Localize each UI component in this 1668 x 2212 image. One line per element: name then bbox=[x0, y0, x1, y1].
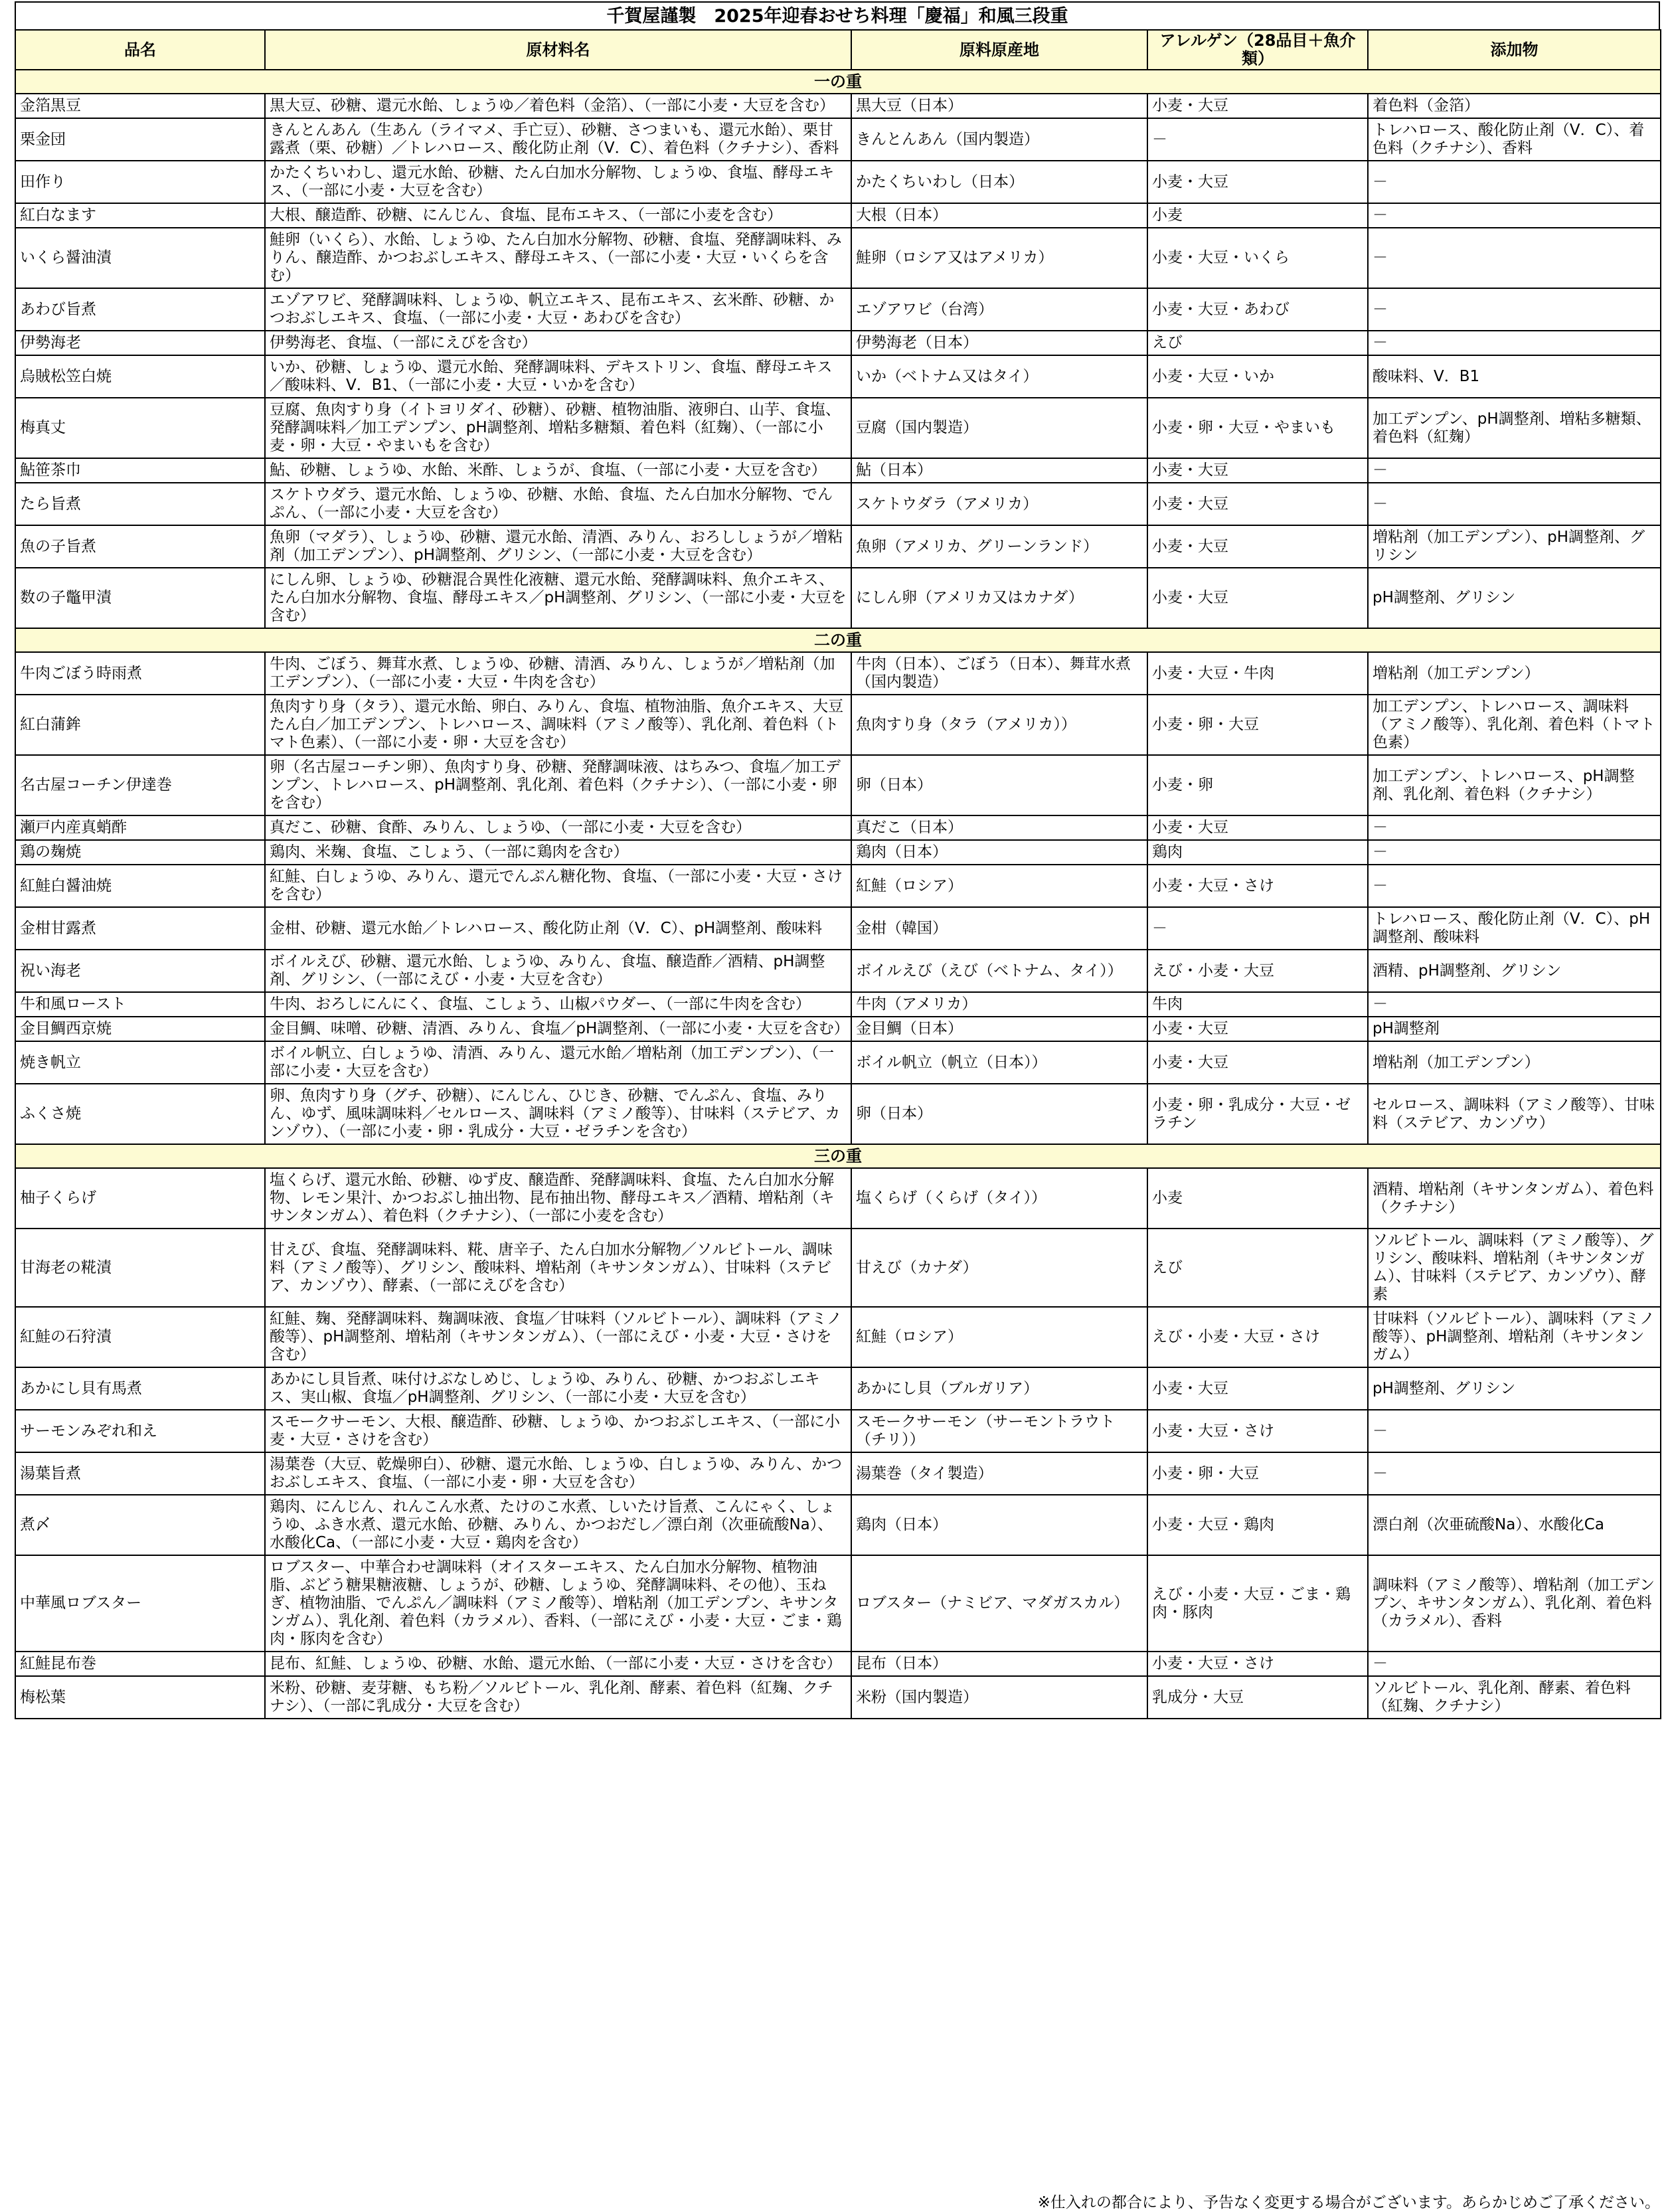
ingredients-cell: 金柑、砂糖、還元水飴／トレハロース、酸化防止剤（V．C）、pH調整剤、酸味料 bbox=[265, 907, 851, 950]
allergens-cell: 小麦・卵 bbox=[1147, 755, 1368, 815]
product-name-cell: あわび旨煮 bbox=[15, 288, 265, 331]
product-name-cell: 梅真丈 bbox=[15, 398, 265, 458]
table-row bbox=[15, 1652, 1661, 1676]
allergens-cell: 小麦・大豆 bbox=[1147, 161, 1368, 203]
table-row bbox=[15, 94, 1661, 118]
allergens-cell: 小麦・卵・大豆 bbox=[1147, 695, 1368, 755]
table-row bbox=[15, 1041, 1661, 1084]
ingredients-cell: 牛肉、おろしにんにく、食塩、こしょう、山椒パウダー、（一部に牛肉を含む） bbox=[265, 992, 851, 1017]
table-row bbox=[15, 1168, 1661, 1229]
table-row bbox=[15, 331, 1661, 355]
allergens-cell: 小麦・大豆・さけ bbox=[1147, 1410, 1368, 1452]
table-row bbox=[15, 161, 1661, 203]
section-row bbox=[15, 628, 1661, 652]
product-name-cell: 烏賊松笠白焼 bbox=[15, 355, 265, 398]
table-row bbox=[15, 1307, 1661, 1367]
ingredients-cell: 伊勢海老、食塩、（一部にえびを含む） bbox=[265, 331, 851, 355]
table-row bbox=[15, 1017, 1661, 1041]
table-row bbox=[15, 840, 1661, 865]
additives-cell: 甘味料（ソルビトール）、調味料（アミノ酸等）、pH調整剤、増粘剤（キサンタンガム） bbox=[1368, 1307, 1661, 1367]
product-name-cell: 煮〆 bbox=[15, 1495, 265, 1555]
additives-cell: － bbox=[1368, 1652, 1661, 1676]
table-body bbox=[15, 70, 1661, 1719]
header-origin: 原料原産地 bbox=[851, 30, 1147, 70]
additives-cell: － bbox=[1368, 865, 1661, 907]
allergens-cell: 小麦・大豆 bbox=[1147, 1017, 1368, 1041]
additives-cell: 酒精、増粘剤（キサンタンガム）、着色料（クチナシ） bbox=[1368, 1168, 1661, 1229]
product-name-cell: 祝い海老 bbox=[15, 950, 265, 992]
allergens-cell: 牛肉 bbox=[1147, 992, 1368, 1017]
allergens-cell: － bbox=[1147, 118, 1368, 161]
ingredients-cell: 豆腐、魚肉すり身（イトヨリダイ、砂糖）、砂糖、植物油脂、液卵白、山芋、食塩、発酵調味料／加工デンプン、pH調整剤、増粘多糖類、着色料（紅麹）、（一部に小麦・卵・大豆・やまいもを含む） bbox=[265, 398, 851, 458]
table-row bbox=[15, 1676, 1661, 1719]
additives-cell: 漂白剤（次亜硫酸Na）、水酸化Ca bbox=[1368, 1495, 1661, 1555]
allergens-cell: 鶏肉 bbox=[1147, 840, 1368, 865]
product-name-cell: 梅松葉 bbox=[15, 1676, 265, 1719]
origin-cell: 豆腐（国内製造） bbox=[851, 398, 1147, 458]
table-row bbox=[15, 118, 1661, 161]
ingredients-cell: 黒大豆、砂糖、還元水飴、しょうゆ／着色料（金箔）、（一部に小麦・大豆を含む） bbox=[265, 94, 851, 118]
origin-cell: 昆布（日本） bbox=[851, 1652, 1147, 1676]
product-name-cell: 鮎笹茶巾 bbox=[15, 458, 265, 483]
additives-cell: 増粘剤（加工デンプン） bbox=[1368, 1041, 1661, 1084]
allergens-cell: 小麦・大豆 bbox=[1147, 1367, 1368, 1410]
ingredients-cell: 鮎、砂糖、しょうゆ、水飴、米酢、しょうが、食塩、（一部に小麦・大豆を含む） bbox=[265, 458, 851, 483]
allergens-cell: 小麦 bbox=[1147, 1168, 1368, 1229]
ingredients-cell: 卵（名古屋コーチン卵）、魚肉すり身、砂糖、発酵調味液、はちみつ、食塩／加工デンプン、トレハロース、pH調整剤、乳化剤、着色料（クチナシ）、（一部に小麦・卵を含む） bbox=[265, 755, 851, 815]
ingredients-cell: 甘えび、食塩、発酵調味料、糀、唐辛子、たん白加水分解物／ソルビトール、調味料（アミノ酸等）、グリシン、酸味料、増粘剤（キサンタンガム）、甘味料（ステビア、カンゾウ）、酵素、（一部にえびを含む） bbox=[265, 1229, 851, 1307]
origin-cell: 伊勢海老（日本） bbox=[851, 331, 1147, 355]
header-allergens: アレルゲン（28品目＋魚介類） bbox=[1147, 30, 1368, 70]
table-row bbox=[15, 865, 1661, 907]
section-title: 二の重 bbox=[15, 628, 1661, 652]
ingredients-cell: 米粉、砂糖、麦芽糖、もち粉／ソルビトール、乳化剤、酵素、着色料（紅麹、クチナシ）、（一部に乳成分・大豆を含む） bbox=[265, 1676, 851, 1719]
origin-cell: 金柑（韓国） bbox=[851, 907, 1147, 950]
table-row bbox=[15, 1367, 1661, 1410]
product-name-cell: たら旨煮 bbox=[15, 483, 265, 525]
additives-cell: 酒精、pH調整剤、グリシン bbox=[1368, 950, 1661, 992]
ingredients-cell: スケトウダラ、還元水飴、しょうゆ、砂糖、水飴、食塩、たん白加水分解物、でんぷん、（一部に小麦・大豆を含む） bbox=[265, 483, 851, 525]
allergens-cell: えび bbox=[1147, 331, 1368, 355]
section-row bbox=[15, 70, 1661, 94]
additives-cell: 加工デンプン、トレハロース、pH調整剤、乳化剤、着色料（クチナシ） bbox=[1368, 755, 1661, 815]
product-name-cell: 数の子鼈甲漬 bbox=[15, 568, 265, 628]
product-name-cell: 瀬戸内産真蛸酢 bbox=[15, 815, 265, 840]
product-name-cell: 柚子くらげ bbox=[15, 1168, 265, 1229]
header-additives: 添加物 bbox=[1368, 30, 1661, 70]
additives-cell: pH調整剤、グリシン bbox=[1368, 1367, 1661, 1410]
table-row bbox=[15, 695, 1661, 755]
ingredients-cell: 昆布、紅鮭、しょうゆ、砂糖、水飴、還元水飴、（一部に小麦・大豆・さけを含む） bbox=[265, 1652, 851, 1676]
additives-cell: － bbox=[1368, 288, 1661, 331]
table-row bbox=[15, 815, 1661, 840]
ingredients-cell: 卵、魚肉すり身（グチ、砂糖）、にんじん、ひじき、砂糖、でんぷん、食塩、みりん、ゆず、風味調味料／セルロース、調味料（アミノ酸等）、甘味料（ステビア、カンゾウ）、（一部に小麦・卵・乳成分・大豆・ゼラチンを含む） bbox=[265, 1084, 851, 1144]
origin-cell: 大根（日本） bbox=[851, 203, 1147, 228]
product-name-cell: 紅鮭白醤油焼 bbox=[15, 865, 265, 907]
origin-cell: ボイル帆立（帆立（日本）） bbox=[851, 1041, 1147, 1084]
ingredients-cell: 紅鮭、白しょうゆ、みりん、還元でんぷん糖化物、食塩、（一部に小麦・大豆・さけを含む） bbox=[265, 865, 851, 907]
product-name-cell: 鶏の麹焼 bbox=[15, 840, 265, 865]
allergens-cell: 小麦・大豆 bbox=[1147, 1041, 1368, 1084]
table-row bbox=[15, 1229, 1661, 1307]
ingredients-cell: ロブスター、中華合わせ調味料（オイスターエキス、たん白加水分解物、植物油脂、ぶどう糖果糖液糖、しょうが、砂糖、しょうゆ、発酵調味料、その他）、玉ねぎ、植物油脂、でんぷん／調味料（アミノ酸等）、増粘剤（加工デンプン、キサンタンガム）、乳化剤、着色料（カラメル）、香料、（一部にえび・小麦・大豆・ごま・鶏肉・豚肉を含む） bbox=[265, 1555, 851, 1652]
additives-cell: － bbox=[1368, 228, 1661, 288]
additives-cell: － bbox=[1368, 1410, 1661, 1452]
ingredients-cell: ボイルえび、砂糖、還元水飴、しょうゆ、みりん、食塩、醸造酢／酒精、pH調整剤、グリシン、（一部にえび・小麦・大豆を含む） bbox=[265, 950, 851, 992]
additives-cell: － bbox=[1368, 483, 1661, 525]
table-row bbox=[15, 355, 1661, 398]
allergens-cell: 小麦・大豆・あわび bbox=[1147, 288, 1368, 331]
additives-cell: － bbox=[1368, 815, 1661, 840]
ingredients-cell: 鶏肉、にんじん、れんこん水煮、たけのこ水煮、しいたけ旨煮、こんにゃく、しょうゆ、ふき水煮、還元水飴、砂糖、みりん、かつおだし／漂白剤（次亜硫酸Na）、水酸化Ca、（一部に小麦・大豆・鶏肉を含む） bbox=[265, 1495, 851, 1555]
ingredients-cell: エゾアワビ、発酵調味料、しょうゆ、帆立エキス、昆布エキス、玄米酢、砂糖、かつおぶしエキス、食塩、（一部に小麦・大豆・あわびを含む） bbox=[265, 288, 851, 331]
allergens-cell: 小麦・大豆・さけ bbox=[1147, 1652, 1368, 1676]
table-row bbox=[15, 458, 1661, 483]
additives-cell: 調味料（アミノ酸等）、増粘剤（加工デンプン、キサンタンガム）、乳化剤、着色料（カラメル）、香料 bbox=[1368, 1555, 1661, 1652]
origin-cell: にしん卵（アメリカ又はカナダ） bbox=[851, 568, 1147, 628]
additives-cell: 酸味料、V．B1 bbox=[1368, 355, 1661, 398]
ingredients-cell: 金目鯛、味噌、砂糖、清酒、みりん、食塩／pH調整剤、（一部に小麦・大豆を含む） bbox=[265, 1017, 851, 1041]
ingredients-cell: あかにし貝旨煮、味付けぶなしめじ、しょうゆ、みりん、砂糖、かつおぶしエキス、実山椒、食塩／pH調整剤、グリシン、（一部に小麦・大豆を含む） bbox=[265, 1367, 851, 1410]
origin-cell: 鶏肉（日本） bbox=[851, 1495, 1147, 1555]
origin-cell: エゾアワビ（台湾） bbox=[851, 288, 1147, 331]
product-name-cell: 焼き帆立 bbox=[15, 1041, 265, 1084]
table-row bbox=[15, 525, 1661, 568]
allergens-cell: 小麦・大豆・いくら bbox=[1147, 228, 1368, 288]
origin-cell: 紅鮭（ロシア） bbox=[851, 865, 1147, 907]
ingredients-cell: 魚肉すり身（タラ）、還元水飴、卵白、みりん、食塩、植物油脂、魚介エキス、大豆たん白／加工デンプン、トレハロース、調味料（アミノ酸等）、乳化剤、着色料（トマト色素）、（一部に小麦・卵・大豆を含む） bbox=[265, 695, 851, 755]
product-name-cell: 湯葉旨煮 bbox=[15, 1452, 265, 1495]
origin-cell: 鶏肉（日本） bbox=[851, 840, 1147, 865]
product-name-cell: 栗金団 bbox=[15, 118, 265, 161]
product-name-cell: 中華風ロブスター bbox=[15, 1555, 265, 1652]
product-name-cell: 牛和風ロースト bbox=[15, 992, 265, 1017]
header-ingredients: 原材料名 bbox=[265, 30, 851, 70]
additives-cell: セルロース、調味料（アミノ酸等）、甘味料（ステビア、カンゾウ） bbox=[1368, 1084, 1661, 1144]
allergens-cell: 小麦・大豆・鶏肉 bbox=[1147, 1495, 1368, 1555]
allergens-cell: えび・小麦・大豆 bbox=[1147, 950, 1368, 992]
header-row bbox=[15, 30, 1661, 70]
additives-cell: トレハロース、酸化防止剤（V．C）、pH調整剤、酸味料 bbox=[1368, 907, 1661, 950]
header-product-name: 品名 bbox=[15, 30, 265, 70]
origin-cell: 金目鯛（日本） bbox=[851, 1017, 1147, 1041]
allergens-cell: 小麦・大豆 bbox=[1147, 483, 1368, 525]
product-name-cell: あかにし貝有馬煮 bbox=[15, 1367, 265, 1410]
product-name-cell: 伊勢海老 bbox=[15, 331, 265, 355]
additives-cell: － bbox=[1368, 840, 1661, 865]
product-name-cell: サーモンみぞれ和え bbox=[15, 1410, 265, 1452]
ingredients-table bbox=[15, 29, 1661, 1719]
product-name-cell: 牛肉ごぼう時雨煮 bbox=[15, 652, 265, 695]
ingredients-cell: 牛肉、ごぼう、舞茸水煮、しょうゆ、砂糖、清酒、みりん、しょうが／増粘剤（加工デンプン）、（一部に小麦・大豆・牛肉を含む） bbox=[265, 652, 851, 695]
allergens-cell: 小麦・大豆・いか bbox=[1147, 355, 1368, 398]
table-row bbox=[15, 950, 1661, 992]
product-name-cell: 金箔黒豆 bbox=[15, 94, 265, 118]
origin-cell: 鮎（日本） bbox=[851, 458, 1147, 483]
additives-cell: 増粘剤（加工デンプン） bbox=[1368, 652, 1661, 695]
ingredients-cell: 鮭卵（いくら）、水飴、しょうゆ、たん白加水分解物、砂糖、食塩、発酵調味料、みりん、醸造酢、かつおぶしエキス、酵母エキス、（一部に小麦・大豆・いくらを含む） bbox=[265, 228, 851, 288]
ingredients-cell: にしん卵、しょうゆ、砂糖混合異性化液糖、還元水飴、発酵調味料、魚介エキス、たん白加水分解物、食塩、酵母エキス／pH調整剤、グリシン、（一部に小麦・大豆を含む） bbox=[265, 568, 851, 628]
additives-cell: 増粘剤（加工デンプン）、pH調整剤、グリシン bbox=[1368, 525, 1661, 568]
origin-cell: ボイルえび（えび（ベトナム、タイ）） bbox=[851, 950, 1147, 992]
table-row bbox=[15, 755, 1661, 815]
product-name-cell: 紅鮭の石狩漬 bbox=[15, 1307, 265, 1367]
product-name-cell: 紅鮭昆布巻 bbox=[15, 1652, 265, 1676]
allergens-cell: えび bbox=[1147, 1229, 1368, 1307]
product-name-cell: 魚の子旨煮 bbox=[15, 525, 265, 568]
origin-cell: 魚肉すり身（タラ（アメリカ）） bbox=[851, 695, 1147, 755]
origin-cell: 甘えび（カナダ） bbox=[851, 1229, 1147, 1307]
table-row bbox=[15, 1452, 1661, 1495]
origin-cell: スケトウダラ（アメリカ） bbox=[851, 483, 1147, 525]
additives-cell: － bbox=[1368, 1452, 1661, 1495]
additives-cell: pH調整剤 bbox=[1368, 1017, 1661, 1041]
origin-cell: 牛肉（アメリカ） bbox=[851, 992, 1147, 1017]
additives-cell: 加工デンプン、トレハロース、調味料（アミノ酸等）、乳化剤、着色料（トマト色素） bbox=[1368, 695, 1661, 755]
origin-cell: 真だこ（日本） bbox=[851, 815, 1147, 840]
table-row bbox=[15, 1410, 1661, 1452]
additives-cell: － bbox=[1368, 992, 1661, 1017]
origin-cell: 鮭卵（ロシア又はアメリカ） bbox=[851, 228, 1147, 288]
allergens-cell: 小麦・卵・乳成分・大豆・ゼラチン bbox=[1147, 1084, 1368, 1144]
ingredients-cell: いか、砂糖、しょうゆ、還元水飴、発酵調味料、デキストリン、食塩、酵母エキス／酸味料、V．B1、（一部に小麦・大豆・いかを含む） bbox=[265, 355, 851, 398]
allergens-cell: 小麦・大豆 bbox=[1147, 458, 1368, 483]
menu-sheet bbox=[15, 1, 1660, 1719]
product-name-cell: 金目鯛西京焼 bbox=[15, 1017, 265, 1041]
allergens-cell: － bbox=[1147, 907, 1368, 950]
product-name-cell: 紅白蒲鉾 bbox=[15, 695, 265, 755]
additives-cell: － bbox=[1368, 161, 1661, 203]
product-name-cell: ふくさ焼 bbox=[15, 1084, 265, 1144]
ingredients-cell: 紅鮭、麹、発酵調味料、麹調味液、食塩／甘味料（ソルビトール）、調味料（アミノ酸等）、pH調整剤、増粘剤（キサンタンガム）、（一部にえび・小麦・大豆・さけを含む） bbox=[265, 1307, 851, 1367]
additives-cell: － bbox=[1368, 331, 1661, 355]
origin-cell: ロブスター（ナミビア、マダガスカル） bbox=[851, 1555, 1147, 1652]
table-row bbox=[15, 1555, 1661, 1652]
allergens-cell: 小麦・大豆・さけ bbox=[1147, 865, 1368, 907]
additives-cell: ソルビトール、乳化剤、酵素、着色料（紅麹、クチナシ） bbox=[1368, 1676, 1661, 1719]
allergens-cell: えび・小麦・大豆・ごま・鶏肉・豚肉 bbox=[1147, 1555, 1368, 1652]
ingredients-cell: スモークサーモン、大根、醸造酢、砂糖、しょうゆ、かつおぶしエキス、（一部に小麦・大豆・さけを含む） bbox=[265, 1410, 851, 1452]
ingredients-cell: きんとんあん（生あん（ライマメ、手亡豆）、砂糖、さつまいも、還元水飴）、栗甘露煮（栗、砂糖）／トレハロース、酸化防止剤（V．C）、着色料（クチナシ）、香料 bbox=[265, 118, 851, 161]
allergens-cell: 小麦・大豆 bbox=[1147, 815, 1368, 840]
allergens-cell: 小麦・大豆 bbox=[1147, 568, 1368, 628]
origin-cell: いか（ベトナム又はタイ） bbox=[851, 355, 1147, 398]
origin-cell: あかにし貝（ブルガリア） bbox=[851, 1367, 1147, 1410]
allergens-cell: 小麦・大豆 bbox=[1147, 94, 1368, 118]
ingredients-cell: 大根、醸造酢、砂糖、にんじん、食塩、昆布エキス、（一部に小麦を含む） bbox=[265, 203, 851, 228]
origin-cell: 紅鮭（ロシア） bbox=[851, 1307, 1147, 1367]
product-name-cell: 紅白なます bbox=[15, 203, 265, 228]
origin-cell: 魚卵（アメリカ、グリーンランド） bbox=[851, 525, 1147, 568]
sheet-title: 千賀屋謹製 2025年迎春おせち料理「慶福」和風三段重 bbox=[15, 1, 1660, 29]
table-row bbox=[15, 1495, 1661, 1555]
origin-cell: 米粉（国内製造） bbox=[851, 1676, 1147, 1719]
ingredients-cell: 真だこ、砂糖、食酢、みりん、しょうゆ、（一部に小麦・大豆を含む） bbox=[265, 815, 851, 840]
ingredients-cell: かたくちいわし、還元水飴、砂糖、たん白加水分解物、しょうゆ、食塩、酵母エキス、（一部に小麦・大豆を含む） bbox=[265, 161, 851, 203]
product-name-cell: 田作り bbox=[15, 161, 265, 203]
additives-cell: 着色料（金箔） bbox=[1368, 94, 1661, 118]
table-row bbox=[15, 907, 1661, 950]
ingredients-cell: 魚卵（マダラ）、しょうゆ、砂糖、還元水飴、清酒、みりん、おろししょうが／増粘剤（加工デンプン）、pH調整剤、グリシン、（一部に小麦・大豆を含む） bbox=[265, 525, 851, 568]
footnote: ※仕入れの都合により、予告なく変更する場合がございます。あらかじめご了承ください。 bbox=[1037, 2194, 1660, 2211]
allergens-cell: えび・小麦・大豆・さけ bbox=[1147, 1307, 1368, 1367]
table-row bbox=[15, 228, 1661, 288]
allergens-cell: 小麦・大豆 bbox=[1147, 525, 1368, 568]
additives-cell: トレハロース、酸化防止剤（V．C）、着色料（クチナシ）、香料 bbox=[1368, 118, 1661, 161]
section-title: 三の重 bbox=[15, 1144, 1661, 1168]
origin-cell: 塩くらげ（くらげ（タイ）） bbox=[851, 1168, 1147, 1229]
table-row bbox=[15, 652, 1661, 695]
origin-cell: 黒大豆（日本） bbox=[851, 94, 1147, 118]
origin-cell: 湯葉巻（タイ製造） bbox=[851, 1452, 1147, 1495]
additives-cell: ソルビトール、調味料（アミノ酸等）、グリシン、酸味料、増粘剤（キサンタンガム）、甘味料（ステビア、カンゾウ）、酵素 bbox=[1368, 1229, 1661, 1307]
allergens-cell: 小麦・大豆・牛肉 bbox=[1147, 652, 1368, 695]
table-row bbox=[15, 398, 1661, 458]
product-name-cell: 金柑甘露煮 bbox=[15, 907, 265, 950]
table-row bbox=[15, 483, 1661, 525]
origin-cell: スモークサーモン（サーモントラウト（チリ）） bbox=[851, 1410, 1147, 1452]
allergens-cell: 小麦・卵・大豆・やまいも bbox=[1147, 398, 1368, 458]
table-row bbox=[15, 1084, 1661, 1144]
ingredients-cell: ボイル帆立、白しょうゆ、清酒、みりん、還元水飴／増粘剤（加工デンプン）、（一部に小麦・大豆を含む） bbox=[265, 1041, 851, 1084]
table-row bbox=[15, 288, 1661, 331]
ingredients-cell: 湯葉巻（大豆、乾燥卵白）、砂糖、還元水飴、しょうゆ、白しょうゆ、みりん、かつおぶしエキス、食塩、（一部に小麦・卵・大豆を含む） bbox=[265, 1452, 851, 1495]
origin-cell: 卵（日本） bbox=[851, 755, 1147, 815]
allergens-cell: 小麦 bbox=[1147, 203, 1368, 228]
origin-cell: 卵（日本） bbox=[851, 1084, 1147, 1144]
allergens-cell: 乳成分・大豆 bbox=[1147, 1676, 1368, 1719]
product-name-cell: 甘海老の糀漬 bbox=[15, 1229, 265, 1307]
origin-cell: きんとんあん（国内製造） bbox=[851, 118, 1147, 161]
origin-cell: 牛肉（日本）、ごぼう（日本）、舞茸水煮（国内製造） bbox=[851, 652, 1147, 695]
additives-cell: pH調整剤、グリシン bbox=[1368, 568, 1661, 628]
product-name-cell: いくら醤油漬 bbox=[15, 228, 265, 288]
section-row bbox=[15, 1144, 1661, 1168]
table-row bbox=[15, 203, 1661, 228]
additives-cell: － bbox=[1368, 458, 1661, 483]
additives-cell: 加工デンプン、pH調整剤、増粘多糖類、着色料（紅麹） bbox=[1368, 398, 1661, 458]
ingredients-cell: 塩くらげ、還元水飴、砂糖、ゆず皮、醸造酢、発酵調味料、食塩、たん白加水分解物、レモン果汁、かつおぶし抽出物、昆布抽出物、酵母エキス／酒精、増粘剤（キサンタンガム）、着色料（クチナシ）、（一部に小麦を含む） bbox=[265, 1168, 851, 1229]
section-title: 一の重 bbox=[15, 70, 1661, 94]
table-row bbox=[15, 568, 1661, 628]
origin-cell: かたくちいわし（日本） bbox=[851, 161, 1147, 203]
allergens-cell: 小麦・卵・大豆 bbox=[1147, 1452, 1368, 1495]
product-name-cell: 名古屋コーチン伊達巻 bbox=[15, 755, 265, 815]
additives-cell: － bbox=[1368, 203, 1661, 228]
table-row bbox=[15, 992, 1661, 1017]
ingredients-cell: 鶏肉、米麹、食塩、こしょう、（一部に鶏肉を含む） bbox=[265, 840, 851, 865]
